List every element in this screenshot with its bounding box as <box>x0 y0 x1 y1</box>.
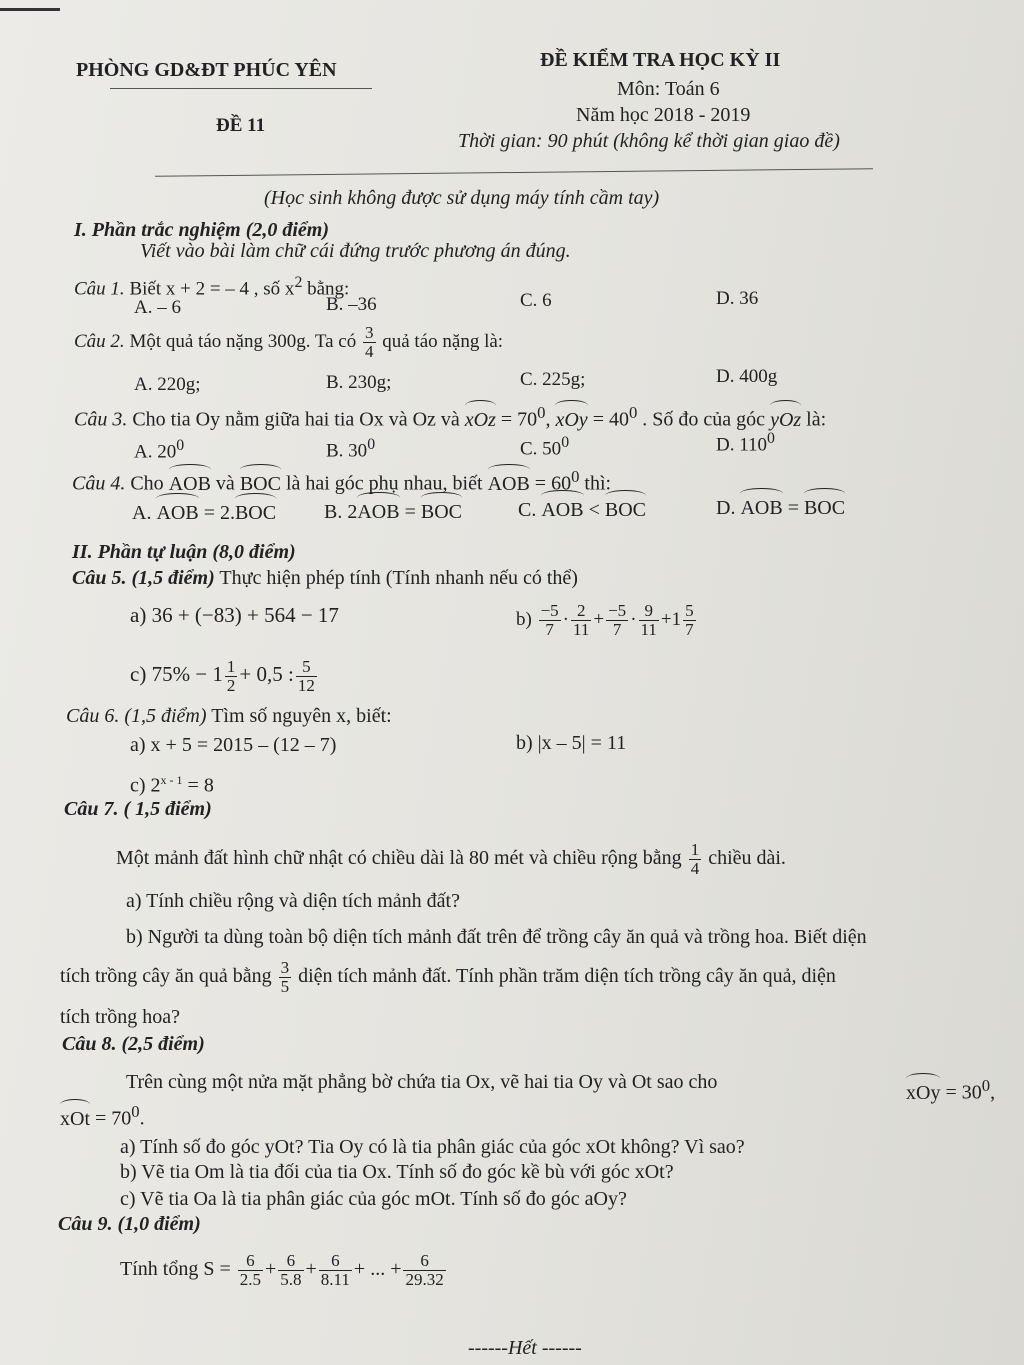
part1-title: I. Phần trắc nghiệm (2,0 điểm) <box>74 219 330 241</box>
q6-c: c) $2^{x - 1} = 8$ <box>130 773 214 797</box>
q7-b-line2: tích trồng cây ăn quả bằng $\frac{3}{5}$ diện tích mảnh đất. Tính phần trăm diện tích trồng cây ăn quả, diện <box>60 957 836 996</box>
q3-option-a: A. $20^0$ <box>134 437 185 463</box>
q3-stem: Câu 3. Cho tia Oy nằm giữa hai tia Ox và Oz và xOz = $70^0$, xOy = $40^0$ . Số đo của góc yOz là: <box>74 403 827 431</box>
q8-c: c) Vẽ tia Oa là tia phân giác của góc mOt. Tính số đo góc aOy? <box>120 1188 627 1210</box>
q4-option-b: B. 2AOB = BOC <box>324 497 462 524</box>
part2-title: II. Phần tự luận (8,0 điểm) <box>72 541 296 563</box>
q4-option-d: D. AOB = BOC <box>716 493 845 520</box>
q1-option-d: D. 36 <box>716 288 759 309</box>
exam-time: Thời gian: 90 phút (không kể thời gian giao đề) <box>458 130 840 152</box>
q1-option-b: B. –36 <box>326 294 377 315</box>
q2-text-b: quả táo nặng là: <box>382 331 504 352</box>
q1-label: Câu 1. <box>74 278 125 300</box>
q1-option-c: C. 6 <box>520 290 552 311</box>
q1-stem <box>74 271 349 301</box>
q9-label: Câu 9. (1,0 điểm) <box>58 1213 201 1235</box>
q3-angle-xoy: xOy <box>555 405 587 432</box>
q7-stem: Một mảnh đất hình chữ nhật có chiều dài là 80 mét và chiều rộng bằng $\frac{1}{4}$ chiều dài. <box>116 839 786 878</box>
q8-stem-line1: Trên cùng một nửa mặt phẳng bờ chứa tia Ox, vẽ hai tia Oy và Ot sao cho <box>126 1071 718 1093</box>
q8-label: Câu 8. (2,5 điểm) <box>62 1033 205 1055</box>
q4-stem: Câu 4. Cho AOB và BOC là hai góc phụ nhau, biết AOB = $60^0$ thì: <box>72 467 612 495</box>
q4-label: Câu 4. <box>72 472 126 495</box>
q6-a: a) x + 5 = 2015 – (12 – 7) <box>130 734 337 756</box>
q2-option-a: A. 220g; <box>134 374 201 395</box>
exam-title: ĐỀ KIỂM TRA HỌC KỲ II <box>540 49 781 71</box>
q2-text: Một quả táo nặng 300g. Ta có <box>129 331 357 352</box>
q7-b-line1: b) Người ta dùng toàn bộ diện tích mảnh đất trên để trồng cây ăn quả và trồng hoa. Biết diện <box>126 926 867 948</box>
q5-label: Câu 5. (1,5 điểm) <box>72 567 215 589</box>
q8-angle-xot: xOt = $70^0$. <box>60 1102 145 1130</box>
q2-option-b: B. 230g; <box>326 372 392 393</box>
q3-option-d: D. $110^0$ <box>716 430 775 456</box>
q8-angle-xoy: xOy = $30^0$, <box>906 1076 996 1104</box>
school-year: Năm học 2018 - 2019 <box>576 104 751 126</box>
exam-code: ĐỀ 11 <box>216 115 266 136</box>
q1-text-b: bằng: <box>302 278 350 300</box>
subject: Môn: Toán 6 <box>617 78 720 100</box>
q7-b-line3: tích trồng hoa? <box>60 1006 180 1028</box>
end-marker: ------Hết ------ <box>468 1337 582 1359</box>
q3-label: Câu 3. <box>74 408 128 431</box>
q1-option-a: A. – 6 <box>134 297 181 318</box>
q4-option-a: A. AOB = 2.BOC <box>132 498 276 525</box>
q7-label: Câu 7. ( 1,5 điểm) <box>64 798 212 820</box>
q1-text: Biết x + 2 = – 4 , số x <box>129 278 295 300</box>
q8-b: b) Vẽ tia Om là tia đối của tia Ox. Tính số đo góc kề bù với góc xOt? <box>120 1161 674 1183</box>
q5-stem: Câu 5. (1,5 điểm) Thực hiện phép tính (Tính nhanh nếu có thể) <box>72 567 578 589</box>
q6-stem: Câu 6. (1,5 điểm) Tìm số nguyên x, biết: <box>66 705 392 727</box>
q2-stem <box>74 322 503 362</box>
q7-a: a) Tính chiều rộng và diện tích mảnh đất? <box>126 890 460 912</box>
q6-label: Câu 6. (1,5 điểm) <box>66 705 207 727</box>
q5-a: a) 36 + (−83) + 564 − 17 <box>130 603 339 627</box>
q3-angle-yoz: yOz <box>770 405 801 432</box>
part1-instruction: Viết vào bài làm chữ cái đứng trước phương án đúng. <box>140 240 571 262</box>
q3-option-c: C. $50^0$ <box>520 434 570 460</box>
q1-sup: 2 <box>294 274 303 291</box>
q4-option-c: C. AOB < BOC <box>518 495 646 522</box>
q9-expression: Tính tổng S = $\frac{6}{2.5}$ + $\frac{6}{5.8}$ + $\frac{6}{8.11}$ + ... + $\frac{6}{29.32}$ <box>120 1250 444 1289</box>
q3-text: Cho tia Oy nằm giữa hai tia Ox và Oz và <box>132 408 460 431</box>
q8-a: a) Tính số đo góc yOt? Tia Oy có là tia phân giác của góc xOt không? Vì sao? <box>120 1136 745 1158</box>
q5-b: b) $\frac{-5}{7}$ · $\frac{2}{11}$ + $\frac{-5}{7}$ · $\frac{9}{11}$ +1 $\frac{5}{7}$ <box>516 601 694 640</box>
q2-label: Câu 2. <box>74 331 125 352</box>
q6-b: b) |x – 5| = 11 <box>516 732 627 754</box>
q2-fraction: $\frac{3}{4}$ <box>365 323 374 362</box>
q3-option-b: B. $30^0$ <box>326 436 376 462</box>
q2-option-c: C. 225g; <box>520 369 586 390</box>
q3-angle-xoz: xOz <box>465 405 496 432</box>
top-mark <box>0 8 60 11</box>
q2-option-d: D. 400g <box>716 366 778 387</box>
q5-c: c) 75% − 1 $\frac{1}{2}$ + 0,5 : $\frac{5}{12}$ <box>130 656 315 695</box>
org-name: PHÒNG GD&ĐT PHÚC YÊN <box>76 59 337 81</box>
header-divider <box>155 168 873 177</box>
calculator-note: (Học sinh không được sử dụng máy tính cầm tay) <box>264 187 660 209</box>
org-underline <box>110 88 372 89</box>
